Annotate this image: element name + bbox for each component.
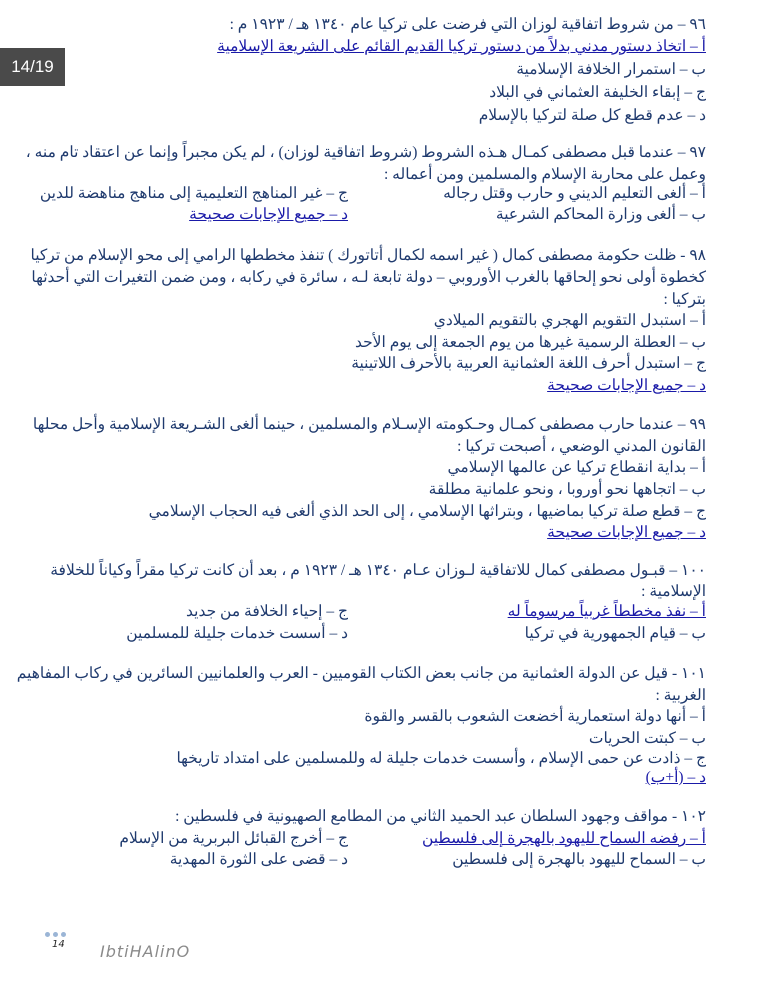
question-98-stem-cont: كخطوة أولى نحو إلحاقها بالغرب الأوروبي – دولة تابعة لـه ، سائرة في ركابه ، ومن ضمن التغيرات التي أحدثها — [31, 269, 706, 286]
question-96-option-c[interactable]: ج – إبقاء الخليفة العثماني في البلاد — [489, 84, 706, 101]
correct-answer: د – (أ+ب) — [645, 769, 706, 786]
question-97-stem: ٩٧ – عندما قبل مصطفى كمـال هـذه الشروط (شروط اتفاقية لوزان) ، لم يكن مجبراً وإنما عن اعتقاد تام منه ، — [25, 144, 706, 161]
author-signature: IbtiHAlinO — [100, 942, 191, 961]
question-101-option-a[interactable]: أ – أنها دولة استعمارية أخضعت الشعوب بالقسر والقوة — [364, 708, 706, 725]
question-101-option-c[interactable]: ج – ذادت عن حمى الإسلام ، وأسست خدمات جليلة له وللمسلمين على امتداد تاريخها — [176, 750, 706, 767]
question-99-option-a[interactable]: أ – بداية انقطاع تركيا عن عالمها الإسلامي — [447, 459, 706, 476]
question-101-stem-cont: الغربية : — [655, 687, 706, 704]
question-98-option-b[interactable]: ب – العطلة الرسمية غيرها من يوم الجمعة إلى يوم الأحد — [354, 334, 706, 351]
correct-answer: د – جميع الإجابات صحيحة — [189, 206, 348, 223]
question-98-option-c[interactable]: ج – استبدل أحرف اللغة العثمانية العربية بالأحرف اللاتينية — [351, 355, 706, 372]
question-98-option-a[interactable]: أ – استبدل التقويم الهجري بالتقويم الميلادي — [433, 312, 706, 329]
question-100-option-d[interactable]: د – أسست خدمات جليلة للمسلمين — [126, 625, 348, 642]
question-98-stem-cont2: بتركيا : — [663, 291, 706, 308]
question-99-option-c[interactable]: ج – قطع صلة تركيا بماضيها ، وبتراثها الإسلامي ، إلى الحد الذي ألغى فيه الحجاب الإسلامي — [148, 503, 706, 520]
correct-answer: د – جميع الإجابات صحيحة — [547, 377, 706, 394]
question-102-option-d[interactable]: د – قضى على الثورة المهدية — [169, 851, 348, 868]
question-97-option-a[interactable]: أ – ألغى التعليم الديني و حارب وقتل رجاله — [443, 185, 706, 202]
question-100-option-c[interactable]: ج – إحياء الخلافة من جديد — [186, 603, 348, 620]
question-101-stem: ١٠١ - قيل عن الدولة العثمانية من جانب بعض الكتاب القوميين - العرب والعلمانيين السائرين في ركاب المفاهيم — [16, 665, 706, 682]
question-100-stem: ١٠٠ – قبـول مصطفى كمال للاتفاقية لـوزان عـام ١٣٤٠ هـ / ١٩٢٣ م ، بعد أن كانت تركيا مقراً وكياناً للخلافة — [50, 562, 706, 579]
question-99-option-d[interactable] — [46, 522, 706, 544]
question-102-stem: ١٠٢ - مواقف وجهود السلطان عبد الحميد الثاني من المطامع الصهيونية في فلسطين : — [175, 808, 706, 825]
question-100-option-b[interactable]: ب – قيام الجمهورية في تركيا — [524, 625, 706, 642]
question-96-option-d[interactable]: د – عدم قطع كل صلة لتركيا بالإسلام — [478, 107, 706, 124]
question-97-option-c[interactable]: ج – غير المناهج التعليمية إلى مناهج مناهضة للدين — [39, 185, 348, 202]
question-102-option-a[interactable] — [422, 828, 706, 850]
question-99-stem-cont: القانون المدني الوضعي ، أصبحت تركيا : — [457, 438, 706, 455]
question-97-option-b[interactable]: ب – ألغى وزارة المحاكم الشرعية — [495, 206, 706, 223]
page-indicator[interactable]: 14/19 — [0, 48, 65, 86]
question-101-option-d[interactable] — [46, 767, 706, 789]
page-number: 14 — [52, 939, 65, 950]
question-96-option-b[interactable]: ب – استمرار الخلافة الإسلامية — [516, 61, 706, 78]
question-96-stem: ٩٦ – من شروط اتفاقية لوزان التي فرضت على تركيا عام ١٣٤٠ هـ / ١٩٢٣ م : — [229, 16, 706, 33]
question-102-option-c[interactable]: ج – أخرج القبائل البربرية من الإسلام — [119, 830, 348, 847]
question-100-stem-cont: الإسلامية : — [641, 583, 706, 600]
question-100-option-a[interactable] — [508, 601, 706, 623]
correct-answer: د – جميع الإجابات صحيحة — [547, 524, 706, 541]
question-98-stem: ٩٨ - ظلت حكومة مصطفى كمال ( غير اسمه لكمال أتاتورك ) تنفذ مخططها الرامي إلى محو الإسلام من تركيا — [30, 247, 706, 264]
question-101-option-b[interactable]: ب – كبتت الحريات — [588, 730, 706, 747]
correct-answer: أ – نفذ مخططاً غربياً مرسوماً له — [507, 603, 706, 620]
question-99-stem: ٩٩ – عندما حارب مصطفى كمـال وحـكومته الإسـلام والمسلمين ، حينما ألغى الشـريعة الإسلامية وأحل محلها — [32, 416, 706, 433]
question-98-option-d[interactable] — [46, 375, 706, 397]
question-97-stem-cont: وعمل على محاربة الإسلام والمسلمين ومن أعماله : — [383, 166, 706, 183]
question-97-option-d[interactable] — [189, 204, 348, 226]
correct-answer: أ – رفضه السماح لليهود بالهجرة إلى فلسطين — [421, 830, 706, 847]
question-99-option-b[interactable]: ب – اتجاهها نحو أوروبا ، ونحو علمانية مطلقة — [428, 481, 706, 498]
correct-answer: أ – اتخاذ دستور مدني بدلاً من دستور تركيا القديم القائم على الشريعة الإسلامية — [217, 38, 706, 55]
question-96-option-a[interactable] — [46, 36, 706, 58]
question-102-option-b[interactable]: ب – السماح لليهود بالهجرة إلى فلسطين — [452, 851, 706, 868]
